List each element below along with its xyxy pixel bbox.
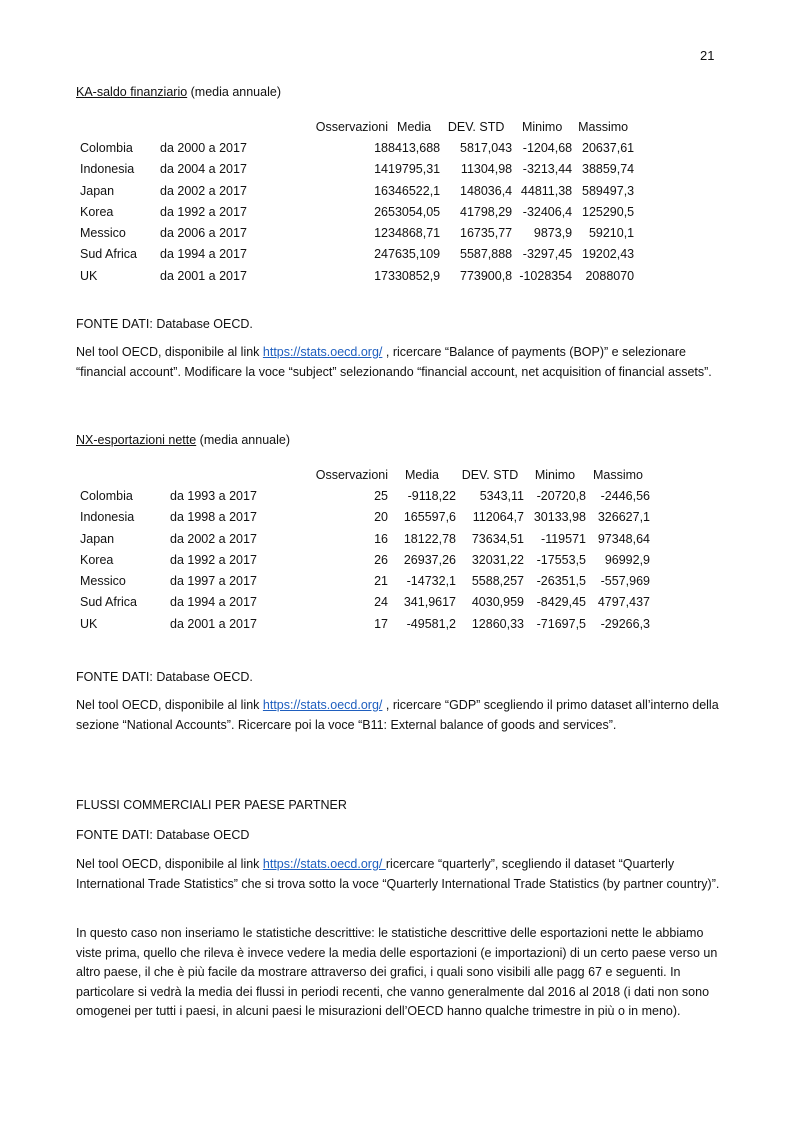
min-cell: 44811,38 [520, 183, 573, 198]
section2-subtitle: (media annuale) [196, 433, 291, 447]
col-header: Massimo [578, 119, 629, 134]
std-cell: 773900,8 [460, 268, 513, 283]
min-cell: -8429,45 [536, 595, 586, 610]
std-cell: 11304,98 [460, 162, 513, 177]
std-cell: 73634,51 [471, 531, 524, 546]
col-header: Media [397, 119, 432, 134]
period-cell: da 1992 a 2017 [170, 552, 257, 567]
max-cell: 20637,61 [582, 140, 635, 155]
period-cell: da 2006 a 2017 [160, 226, 247, 241]
page-number: 21 [700, 48, 715, 63]
note-text: , ricercare “GDP” scegliendo il primo dataset all’interno della sezione “National Accounts”. Ricercare poi la voce “B11: External balance of goods and services”. [76, 698, 719, 732]
mean-cell: 7635,109 [388, 247, 441, 262]
period-cell: da 2002 a 2017 [170, 531, 257, 546]
country-cell: Sud Africa [80, 247, 137, 262]
section2-source: FONTE DATI: Database OECD. [76, 670, 253, 684]
max-cell: 4797,437 [597, 595, 650, 610]
min-cell: -3297,45 [522, 247, 573, 262]
note-text: Nel tool OECD, disponibile al link [76, 345, 263, 359]
section3-source: FONTE DATI: Database OECD [76, 828, 250, 842]
max-cell: 589497,3 [582, 183, 635, 198]
country-cell: Colombia [80, 140, 133, 155]
min-cell: -17553,5 [536, 552, 586, 567]
obs-cell: 24 [374, 247, 388, 262]
std-cell: 112064,7 [472, 510, 524, 525]
obs-cell: 12 [374, 226, 388, 241]
section1-title: KA-saldo finanziario [76, 85, 188, 99]
section1-heading [76, 85, 281, 99]
period-cell: da 2000 a 2017 [160, 140, 247, 155]
col-header: Minimo [521, 119, 563, 134]
country-cell: Indonesia [80, 162, 135, 177]
section3-body: In questo caso non inseriamo le statistiche descrittive: le statistiche descrittive delle esportazioni nette le abbiamo viste prima, quello che rileva è invece vedere la media delle esportazioni (e importazioni) di un certo paese verso un altro paese, il che è più facile da mostrare attraverso dei grafici, i quali sono visibili alle pagg 67 e seguenti. In particolare si vedrà la media dei flussi in periodi recenti, che vanno generalmente dal 2016 al 2018 (i dati non sono omogenei per tutti i paesi, in alcuni paesi le misurazioni dell’OECD hanno qualche trimestre in più o in meno). [76, 926, 718, 1018]
note-text: , ricercare “Balance of payments (BOP)” e selezionare “financial account”. Modificare la voce “subject” selezionando “financial account, net acquisition of financial assets”. [76, 345, 712, 379]
oecd-link[interactable]: https://stats.oecd.org/ [262, 698, 383, 712]
max-cell: 326627,1 [597, 510, 650, 525]
mean-cell: -9118,22 [407, 488, 456, 503]
max-cell: -557,969 [600, 574, 650, 589]
max-cell: -2446,56 [600, 488, 650, 503]
max-cell: 19202,43 [582, 247, 635, 262]
min-cell: -119571 [541, 531, 586, 546]
country-cell: Colombia [80, 488, 133, 503]
section1-source: FONTE DATI: Database OECD. [76, 317, 253, 331]
min-cell: -71697,5 [536, 616, 586, 631]
obs-cell: 26 [374, 204, 388, 219]
table-row [76, 159, 634, 180]
col-header: DEV. STD [447, 119, 505, 134]
oecd-link[interactable]: https://stats.oecd.org/ [262, 345, 383, 359]
period-cell: da 2002 a 2017 [160, 183, 247, 198]
std-cell: 5343,11 [479, 488, 524, 503]
col-header: Massimo [592, 467, 643, 482]
period-cell: da 1994 a 2017 [170, 595, 257, 610]
note-text: Nel tool OECD, disponibile al link [76, 857, 263, 871]
section1-table-body [76, 137, 634, 286]
period-cell: da 2004 a 2017 [160, 162, 247, 177]
section3-note [76, 855, 721, 894]
obs-cell: 26 [374, 552, 388, 567]
col-header: Osservazioni [315, 119, 388, 134]
oecd-link[interactable]: https://stats.oecd.org/ [262, 857, 386, 871]
max-cell: -29266,3 [600, 616, 650, 631]
period-cell: da 1998 a 2017 [170, 510, 257, 525]
period-cell: da 2001 a 2017 [160, 268, 247, 283]
std-cell: 41798,29 [460, 204, 513, 219]
country-cell: Indonesia [80, 510, 135, 525]
max-cell: 2088070 [585, 268, 635, 283]
mean-cell: -49581,2 [406, 616, 456, 631]
max-cell: 97348,64 [597, 531, 650, 546]
min-cell: 9873,9 [533, 226, 573, 241]
obs-cell: 20 [374, 510, 388, 525]
table-row [76, 222, 634, 243]
mean-cell: -14732,1 [406, 574, 456, 589]
country-cell: Messico [80, 574, 126, 589]
period-cell: da 1997 a 2017 [170, 574, 257, 589]
country-cell: UK [80, 616, 98, 631]
period-cell: da 1992 a 2017 [160, 204, 247, 219]
col-header: Minimo [534, 467, 576, 482]
obs-cell: 17 [374, 268, 388, 283]
table-row [76, 592, 650, 613]
section1-subtitle: (media annuale) [187, 85, 281, 99]
table-row [76, 507, 650, 528]
std-cell: 4030,959 [471, 595, 524, 610]
std-cell: 5587,888 [460, 247, 513, 262]
col-header: Osservazioni [315, 467, 388, 482]
max-cell: 96992,9 [604, 552, 650, 567]
note-text: Nel tool OECD, disponibile al link [76, 698, 263, 712]
mean-cell: 26937,26 [403, 552, 456, 567]
section2-heading [76, 433, 290, 447]
min-cell: -32406,4 [522, 204, 573, 219]
std-cell: 12860,33 [471, 616, 524, 631]
period-cell: da 2001 a 2017 [170, 616, 257, 631]
std-cell: 32031,22 [471, 552, 524, 567]
table-row [76, 528, 650, 549]
min-cell: -1028354 [519, 268, 573, 283]
std-cell: 5817,043 [460, 140, 513, 155]
obs-cell: 24 [374, 595, 388, 610]
obs-cell: 14 [374, 162, 388, 177]
mean-cell: 19795,31 [388, 162, 441, 177]
table-row [76, 265, 634, 286]
table-row [76, 137, 634, 158]
std-cell: 5588,257 [471, 574, 524, 589]
min-cell: -3213,44 [522, 162, 573, 177]
section2-table-body [76, 485, 650, 634]
country-cell: Korea [80, 204, 114, 219]
min-cell: -20720,8 [536, 488, 586, 503]
mean-cell: 34868,71 [388, 226, 441, 241]
table-header-row [76, 116, 634, 137]
obs-cell: 16 [374, 531, 388, 546]
mean-cell: 53054,05 [388, 204, 441, 219]
mean-cell: 330852,9 [388, 268, 441, 283]
country-cell: UK [80, 268, 98, 283]
obs-cell: 21 [374, 574, 388, 589]
mean-cell: 341,9617 [403, 595, 456, 610]
table-row [76, 244, 634, 265]
obs-cell: 25 [374, 488, 388, 503]
section2-title: NX-esportazioni nette [76, 433, 197, 447]
min-cell: 30133,98 [533, 510, 586, 525]
country-cell: Japan [80, 183, 115, 198]
table-row [76, 485, 650, 506]
max-cell: 38859,74 [582, 162, 635, 177]
mean-cell: 165597,6 [403, 510, 456, 525]
table-row [76, 613, 650, 634]
period-cell: da 1994 a 2017 [160, 247, 247, 262]
table-row [76, 549, 650, 570]
std-cell: 148036,4 [460, 183, 513, 198]
table-row [76, 201, 634, 222]
period-cell: da 1993 a 2017 [170, 488, 257, 503]
country-cell: Sud Africa [80, 595, 137, 610]
section2-note [76, 696, 721, 735]
col-header: DEV. STD [461, 467, 519, 482]
max-cell: 59210,1 [588, 226, 635, 241]
section2-table [76, 464, 650, 634]
note-text: ricercare “quarterly”, scegliendo il dataset “Quarterly International Trade Statistics” che si trova sotto la voce “Quarterly International Trade Statistics (by partner country)”. [76, 857, 720, 891]
country-cell: Korea [80, 552, 114, 567]
col-header: Media [404, 467, 440, 482]
table-row [76, 180, 634, 201]
max-cell: 125290,5 [582, 204, 635, 219]
std-cell: 16735,77 [460, 226, 513, 241]
min-cell: -26351,5 [536, 574, 586, 589]
section3-title: FLUSSI COMMERCIALI PER PAESE PARTNER [76, 798, 347, 812]
obs-cell: 18 [374, 140, 388, 155]
min-cell: -1204,68 [522, 140, 573, 155]
table-row [76, 570, 650, 591]
obs-cell: 16 [374, 183, 388, 198]
section1-table [76, 116, 634, 286]
mean-cell: 18122,78 [403, 531, 456, 546]
country-cell: Messico [80, 226, 126, 241]
mean-cell: 8413,688 [388, 140, 441, 155]
mean-cell: 346522,1 [388, 183, 441, 198]
obs-cell: 17 [374, 616, 388, 631]
table-header-row [76, 464, 650, 485]
country-cell: Japan [80, 531, 115, 546]
section1-note [76, 343, 721, 382]
